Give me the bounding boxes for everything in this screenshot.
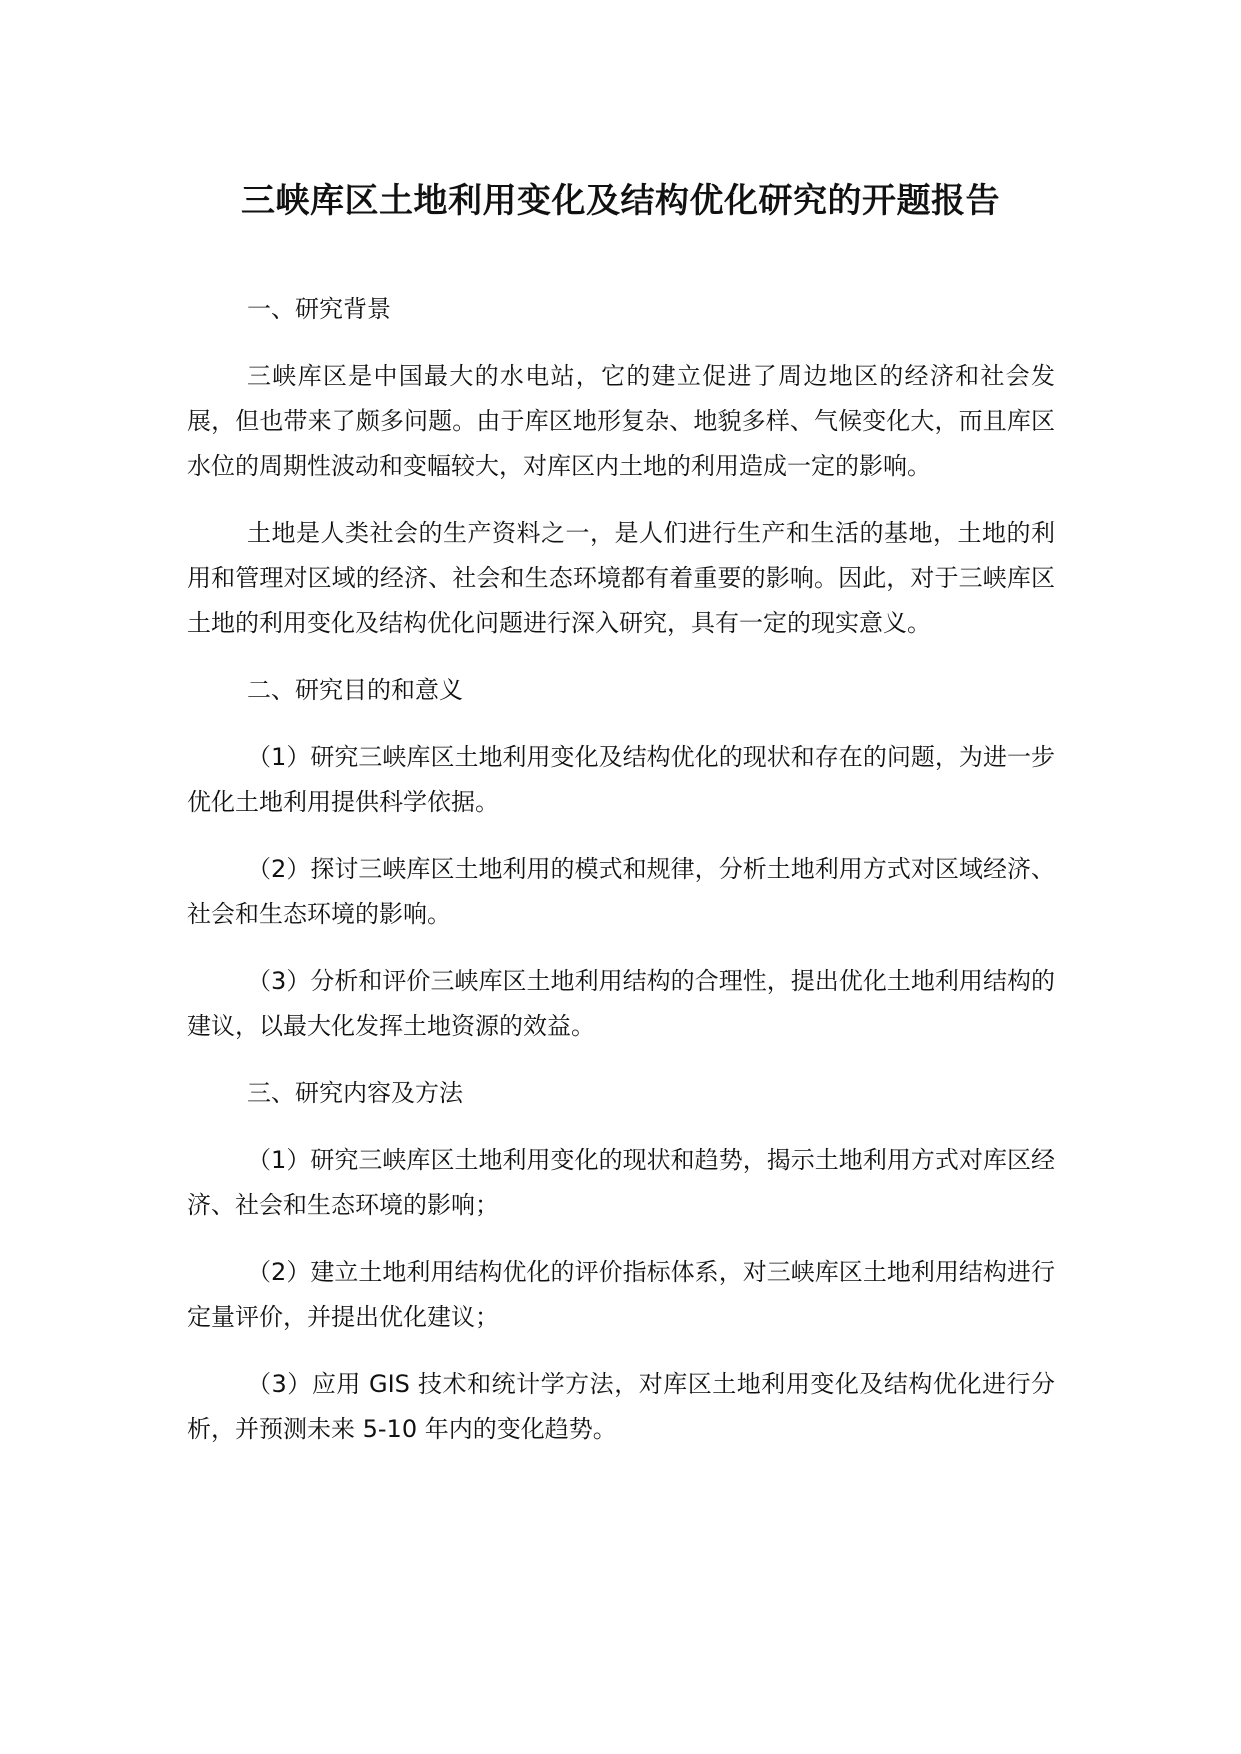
section-heading-methods: 三、研究内容及方法 <box>247 1079 463 1107</box>
methods-item: （1）研究三峡库区土地利用变化的现状和趋势，揭示土地利用方式对库区经济、社会和生态环境的影响； <box>187 1146 1055 1219</box>
document-title: 三峡库区土地利用变化及结构优化研究的开题报告 <box>241 181 1000 221</box>
section-heading-background: 一、研究背景 <box>247 295 391 323</box>
background-paragraph: 三峡库区是中国最大的水电站，它的建立促进了周边地区的经济和社会发展，但也带来了颇多问题。由于库区地形复杂、地貌多样、气候变化大，而且库区水位的周期性波动和变幅较大，对库区内土地的利用造成一定的影响。 <box>187 362 1055 480</box>
document-body <box>187 287 1055 1474</box>
purpose-item: （1）研究三峡库区土地利用变化及结构优化的现状和存在的问题，为进一步优化土地利用提供科学依据。 <box>187 743 1055 816</box>
methods-item: （3）应用 GIS 技术和统计学方法，对库区土地利用变化及结构优化进行分析，并预测未来 5-10 年内的变化趋势。 <box>187 1370 1055 1443</box>
background-paragraph: 土地是人类社会的生产资料之一，是人们进行生产和生活的基地，土地的利用和管理对区域的经济、社会和生态环境都有着重要的影响。因此，对于三峡库区土地的利用变化及结构优化问题进行深入研究，具有一定的现实意义。 <box>187 519 1055 637</box>
section-heading-purpose: 二、研究目的和意义 <box>247 676 463 704</box>
purpose-item: （3）分析和评价三峡库区土地利用结构的合理性，提出优化土地利用结构的建议，以最大化发挥土地资源的效益。 <box>187 967 1055 1040</box>
purpose-item: （2）探讨三峡库区土地利用的模式和规律，分析土地利用方式对区域经济、社会和生态环境的影响。 <box>187 855 1055 928</box>
methods-item: （2）建立土地利用结构优化的评价指标体系，对三峡库区土地利用结构进行定量评价，并提出优化建议； <box>187 1258 1055 1331</box>
